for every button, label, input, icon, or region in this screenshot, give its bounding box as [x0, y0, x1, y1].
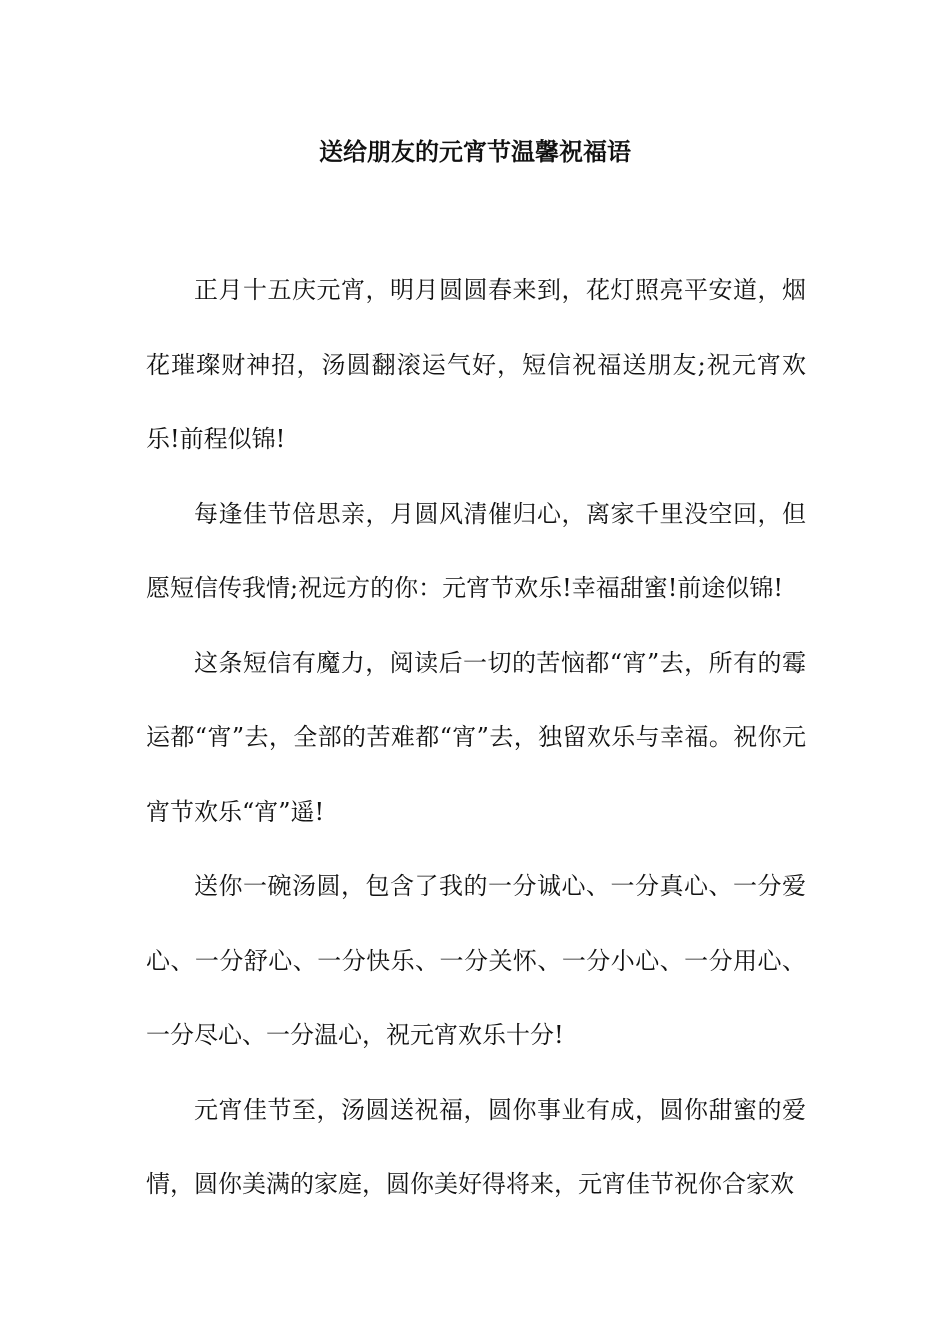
paragraph-1: 正月十五庆元宵，明月圆圆春来到，花灯照亮平安道，烟花璀璨财神招，汤圆翻滚运气好，短信祝福送朋友;祝元宵欢乐!前程似锦! [146, 276, 806, 453]
paragraph-4: 送你一碗汤圆，包含了我的一分诚心、一分真心、一分爱心、一分舒心、一分快乐、一分关怀、一分小心、一分用心、一分尽心、一分温心，祝元宵欢乐十分! [146, 872, 806, 1049]
paragraph-2: 每逢佳节倍思亲，月圆风清催归心，离家千里没空回，但愿短信传我情;祝远方的你：元宵节欢乐!幸福甜蜜!前途似锦! [146, 499, 806, 602]
document-title: 送给朋友的元宵节温馨祝福语 [319, 137, 631, 166]
document-body [146, 253, 806, 1222]
paragraph-5: 元宵佳节至，汤圆送祝福，圆你事业有成，圆你甜蜜的爱情，圆你美满的家庭，圆你美好得将来，元宵佳节祝你合家欢 [146, 1095, 806, 1198]
paragraph-3: 这条短信有魔力，阅读后一切的苦恼都“宵”去，所有的霉运都“宵”去，全部的苦难都“宵”去，独留欢乐与幸福。祝你元宵节欢乐“宵”遥! [146, 648, 806, 826]
